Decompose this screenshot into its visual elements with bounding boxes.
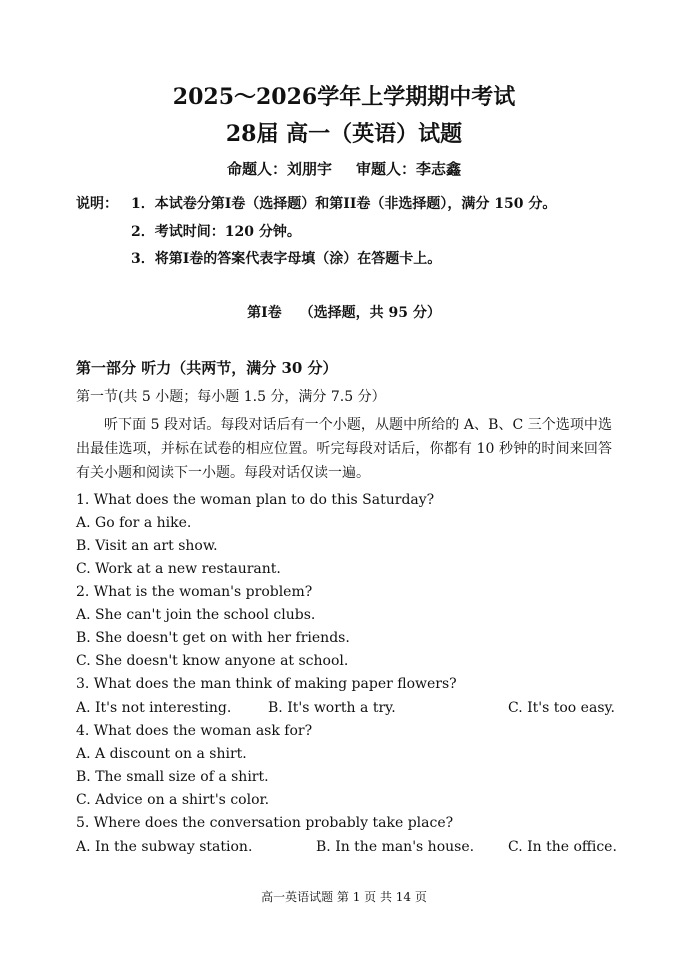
reviewer: 审题人：李志鑫 bbox=[356, 160, 462, 178]
exam-title: 2025～2026学年上学期期中考试 bbox=[172, 84, 516, 110]
note-item-2: 2．考试时间：120 分钟。 bbox=[131, 224, 301, 240]
exam-subtitle: 28届 高一（英语）试题 bbox=[225, 121, 463, 147]
part1-title: 第一部分 听力（共两节，满分 30 分） bbox=[76, 359, 338, 377]
notes-label: 说明： bbox=[76, 196, 118, 212]
question-3: 3. What does the man think of making paper flowers? bbox=[76, 676, 457, 692]
authors-line bbox=[0, 158, 688, 179]
q1-option-a: A. Go for a hike. bbox=[76, 515, 192, 531]
q3-option-a: A. It's not interesting. bbox=[76, 700, 232, 716]
question-2: 2. What is the woman's problem? bbox=[76, 584, 313, 600]
q5-option-c: C. In the office. bbox=[508, 839, 617, 855]
page-footer: 高一英语试题 第 1 页 共 14 页 bbox=[261, 890, 427, 904]
question-1: 1. What does the woman plan to do this Saturday? bbox=[76, 492, 435, 508]
q3-option-b: B. It's worth a try. bbox=[268, 700, 396, 716]
q4-option-a: A. A discount on a shirt. bbox=[76, 746, 247, 762]
q2-option-c: C. She doesn't know anyone at school. bbox=[76, 653, 349, 669]
q1-option-c: C. Work at a new restaurant. bbox=[76, 561, 281, 577]
q1-option-b: B. Visit an art show. bbox=[76, 538, 218, 554]
q5-option-b: B. In the man's house. bbox=[316, 839, 475, 855]
q3-option-c: C. It's too easy. bbox=[508, 700, 616, 716]
question-4: 4. What does the woman ask for? bbox=[76, 723, 313, 739]
section-title: 第Ⅰ卷 bbox=[247, 305, 282, 321]
question-5: 5. Where does the conversation probably take place? bbox=[76, 815, 454, 831]
section-subtitle: （选择题，共 95 分） bbox=[299, 305, 441, 321]
instructions-paragraph: 听下面 5 段对话。每段对话后有一个小题，从题中所给的 A、B、C 三个选项中选出最佳选项，并标在试卷的相应位置。听完每段对话后，你都有 10 秒钟的时间来回答有关小题和阅读下一小题。每段对话仅读一遍。 bbox=[76, 417, 612, 481]
q4-option-b: B. The small size of a shirt. bbox=[76, 769, 269, 785]
q2-option-b: B. She doesn't get on with her friends. bbox=[76, 630, 350, 646]
q4-option-c: C. Advice on a shirt's color. bbox=[76, 792, 270, 808]
q2-option-a: A. She can't join the school clubs. bbox=[76, 607, 316, 623]
note-item-1: 1．本试卷分第Ⅰ卷（选择题）和第ⅠⅠ卷（非选择题），满分 150 分。 bbox=[131, 196, 557, 212]
section-heading bbox=[0, 302, 688, 322]
q5-option-a: A. In the subway station. bbox=[76, 839, 253, 855]
subsection-title: 第一节(共 5 小题；每小题 1.5 分，满分 7.5 分） bbox=[76, 389, 386, 405]
note-item-3: 3．将第Ⅰ卷的答案代表字母填（涂）在答题卡上。 bbox=[131, 251, 442, 267]
author: 命题人：刘朋宇 bbox=[226, 160, 332, 178]
